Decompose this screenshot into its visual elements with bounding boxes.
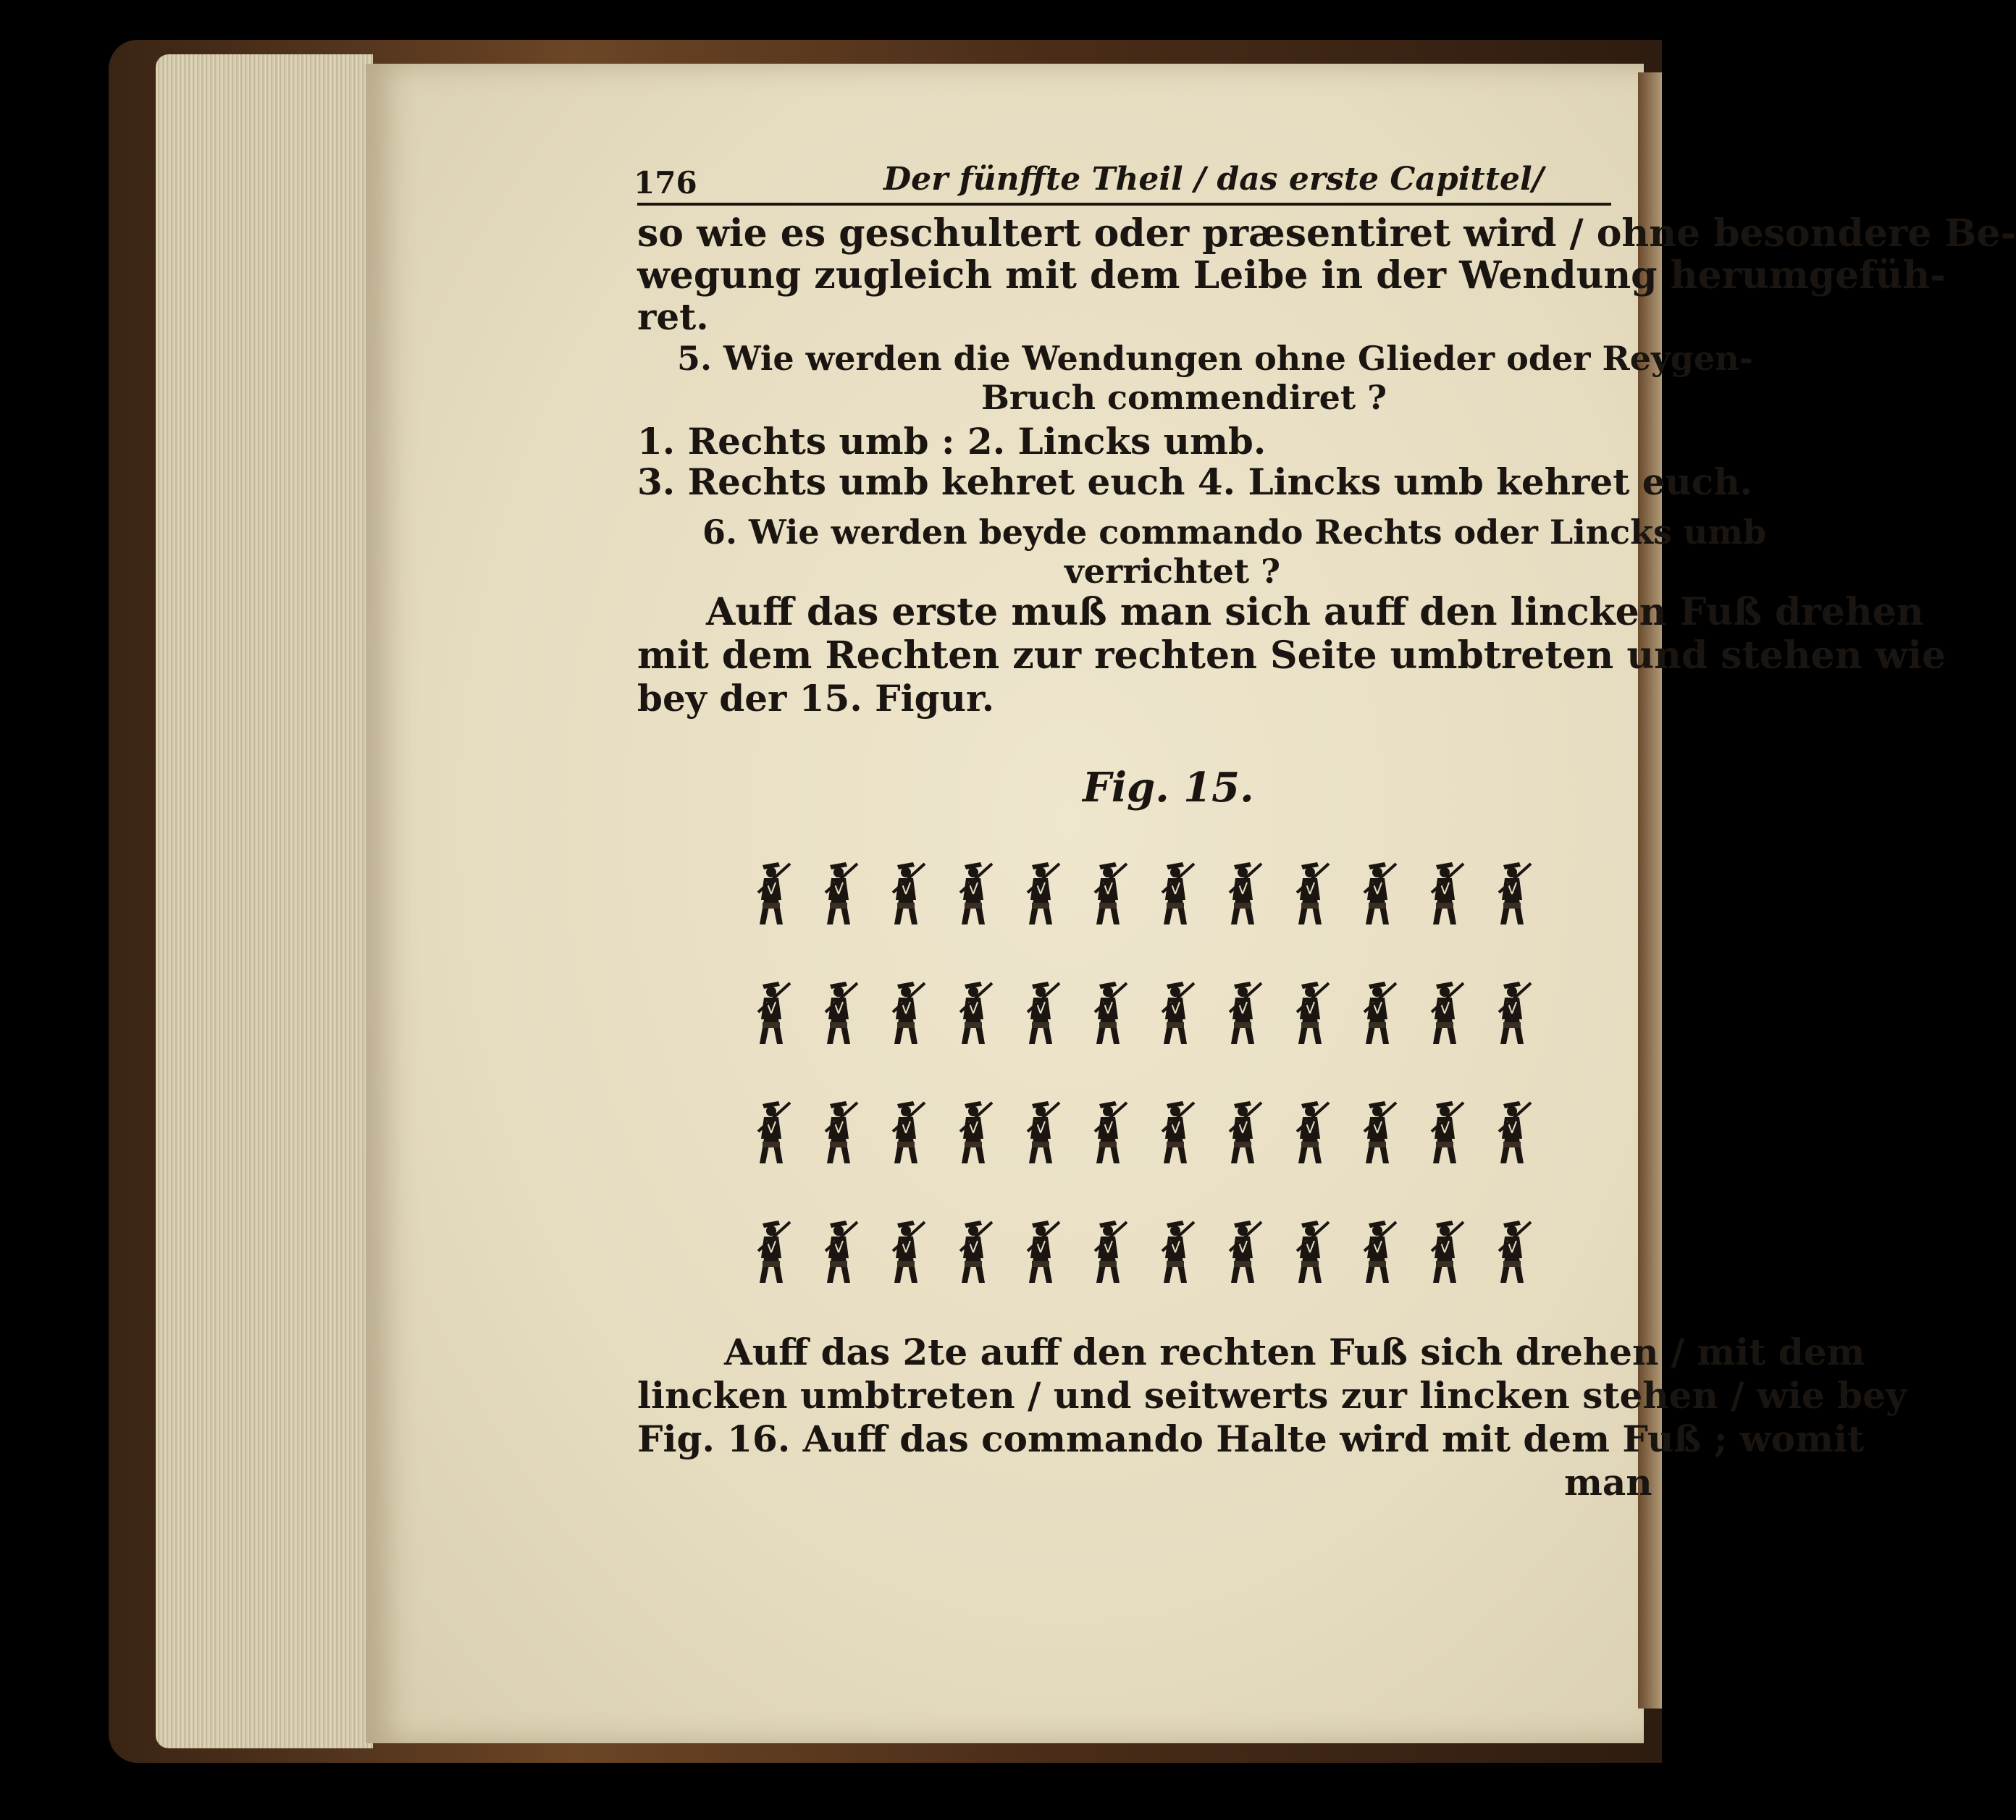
soldier-row bbox=[749, 858, 1568, 938]
musketeer-icon bbox=[1019, 1097, 1062, 1169]
closing-line-3: Fig. 16. Auff das commando Halte wird mit dem Fuß ; womit bbox=[637, 1417, 1865, 1460]
page-edges bbox=[156, 54, 373, 1748]
musketeer-icon bbox=[1221, 1097, 1264, 1169]
musketeer-icon bbox=[1221, 977, 1264, 1050]
answer-6-line-1: Auff das erste muß man sich auff den lincken Fuß drehen bbox=[706, 590, 1924, 634]
musketeer-icon bbox=[1490, 858, 1534, 930]
musketeer-icon bbox=[1423, 1216, 1466, 1289]
musketeer-icon bbox=[749, 1097, 793, 1169]
musketeer-icon bbox=[1423, 858, 1466, 930]
soldier-row bbox=[749, 977, 1568, 1057]
musketeer-icon bbox=[1019, 858, 1062, 930]
musketeer-icon bbox=[1221, 858, 1264, 930]
musketeer-icon bbox=[1288, 977, 1332, 1050]
answer-6-line-3: bey der 15. Figur. bbox=[637, 677, 995, 720]
catchword: man bbox=[1564, 1461, 1652, 1504]
musketeer-icon bbox=[749, 977, 793, 1050]
musketeer-icon bbox=[1154, 1216, 1197, 1289]
closing-line-1: Auff das 2te auff den rechten Fuß sich drehen / mit dem bbox=[724, 1331, 1865, 1373]
musketeer-icon bbox=[884, 1216, 928, 1289]
musketeer-icon bbox=[1019, 977, 1062, 1050]
answer-5-line-1: 1. Rechts umb : 2. Lincks umb. bbox=[637, 420, 1267, 463]
musketeer-icon bbox=[884, 1097, 928, 1169]
answer-6-line-2: mit dem Rechten zur rechten Seite umbtreten und stehen wie bbox=[637, 633, 1946, 678]
musketeer-icon bbox=[1423, 1097, 1466, 1169]
musketeer-icon bbox=[817, 977, 860, 1050]
soldier-row bbox=[749, 1216, 1568, 1296]
running-head: Der fünffte Theil / das erste Capittel/ bbox=[883, 161, 1544, 198]
musketeer-icon bbox=[1086, 1216, 1130, 1289]
musketeer-icon bbox=[1490, 977, 1534, 1050]
musketeer-icon bbox=[1423, 977, 1466, 1050]
answer-5-line-2: 3. Rechts umb kehret euch 4. Lincks umb kehret euch. bbox=[637, 460, 1753, 503]
musketeer-icon bbox=[1356, 977, 1399, 1050]
musketeer-icon bbox=[1154, 977, 1197, 1050]
musketeer-icon bbox=[817, 1097, 860, 1169]
musketeer-icon bbox=[1221, 1216, 1264, 1289]
musketeer-icon bbox=[1086, 1097, 1130, 1169]
musketeer-icon bbox=[749, 1216, 793, 1289]
musketeer-icon bbox=[952, 858, 995, 930]
question-6-line-1: 6. Wie werden beyde commando Rechts oder Lincks umb bbox=[702, 513, 1767, 552]
page-number: 176 bbox=[634, 165, 697, 201]
text-line-2: wegung zugleich mit dem Leibe in der Wendung herumgefüh- bbox=[637, 253, 1946, 298]
question-5-line-2: Bruch commendiret ? bbox=[981, 378, 1387, 417]
musketeer-icon bbox=[817, 858, 860, 930]
musketeer-icon bbox=[1019, 1216, 1062, 1289]
musketeer-icon bbox=[884, 977, 928, 1050]
closing-line-2: lincken umbtreten / und seitwerts zur lincken stehen / wie bey bbox=[637, 1374, 1907, 1417]
musketeer-icon bbox=[1356, 1216, 1399, 1289]
musketeer-icon bbox=[1086, 977, 1130, 1050]
soldier-row bbox=[749, 1097, 1568, 1176]
musketeer-icon bbox=[1288, 1216, 1332, 1289]
text-line-1: so wie es geschultert oder præsentiret wird / ohne besondere Be- bbox=[637, 211, 2016, 256]
musketeer-icon bbox=[1490, 1097, 1534, 1169]
musketeer-icon bbox=[817, 1216, 860, 1289]
question-5-line-1: 5. Wie werden die Wendungen ohne Glieder oder Reygen- bbox=[677, 339, 1753, 378]
musketeer-icon bbox=[884, 858, 928, 930]
musketeer-icon bbox=[1288, 1097, 1332, 1169]
musketeer-icon bbox=[952, 1216, 995, 1289]
figure-label: Fig. 15. bbox=[1083, 764, 1254, 812]
musketeer-icon bbox=[749, 858, 793, 930]
musketeer-icon bbox=[1490, 1216, 1534, 1289]
musketeer-icon bbox=[952, 977, 995, 1050]
text-line-3: ret. bbox=[637, 295, 709, 338]
musketeer-icon bbox=[952, 1097, 995, 1169]
header-rule bbox=[637, 203, 1611, 206]
musketeer-icon bbox=[1154, 858, 1197, 930]
musketeer-icon bbox=[1288, 858, 1332, 930]
musketeer-icon bbox=[1356, 858, 1399, 930]
musketeer-icon bbox=[1154, 1097, 1197, 1169]
question-6-line-2: verrichtet ? bbox=[1064, 552, 1281, 591]
musketeer-icon bbox=[1356, 1097, 1399, 1169]
musketeer-icon bbox=[1086, 858, 1130, 930]
